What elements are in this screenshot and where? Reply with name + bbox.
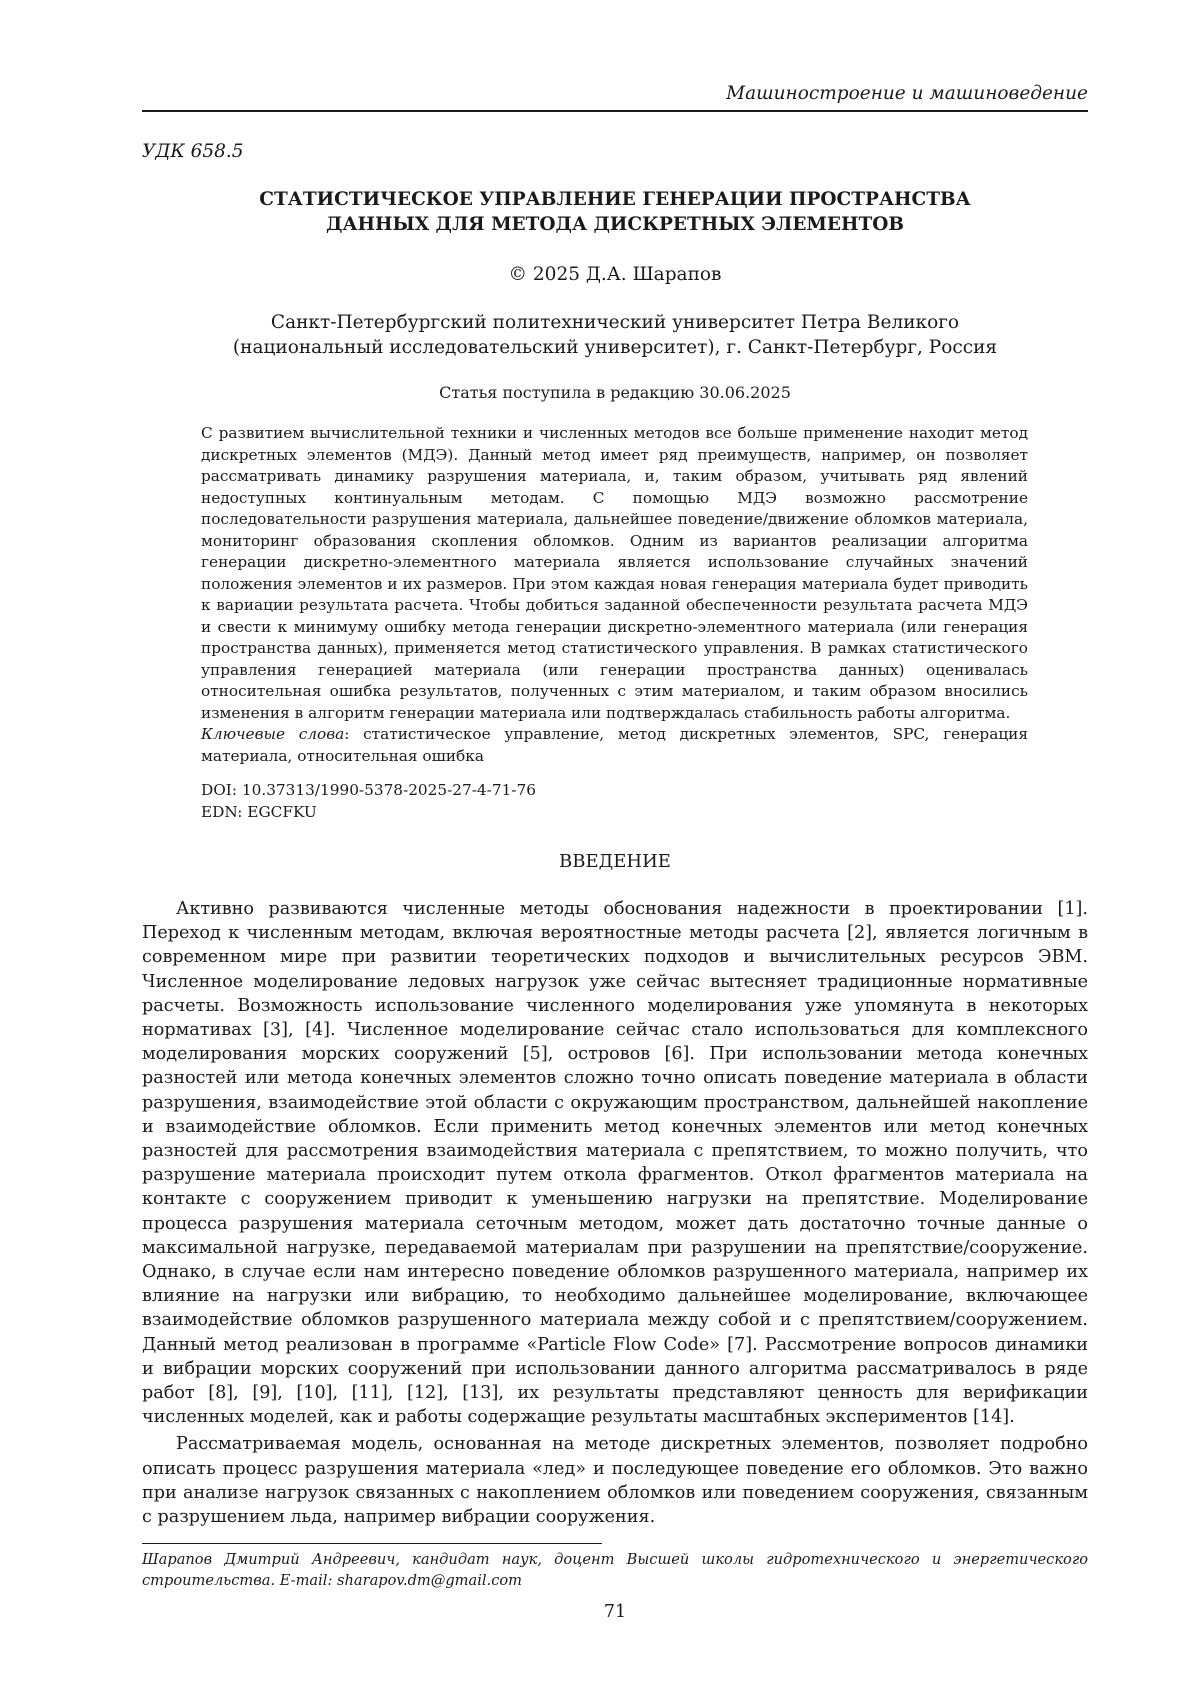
author-copyright: © 2025 Д.А. Шарапов xyxy=(142,262,1088,287)
journal-page xyxy=(0,0,1200,1698)
introduction-body xyxy=(142,897,1088,1532)
keywords-list: : статистическое управление, метод дискретных элементов, SPC, генерация материала, относительная ошибка xyxy=(201,725,1028,765)
author-footnote: Шарапов Дмитрий Андреевич, кандидат наук, доцент Высшей школы гидротехнического и энергетического строительства. E-mail: sharapov.dm@gmail.com xyxy=(142,1549,1088,1591)
body-paragraph: Рассматриваемая модель, основанная на методе дискретных элементов, позволяет подробно описать процесс разрушения материала «лед» и последующее поведение его обломков. Это важно при анализе нагрузок связанных с накоплением обломков или поведением сооружения, связанным с разрушением льда, например вибрации сооружения. xyxy=(142,1432,1088,1529)
body-paragraph: Активно развиваются численные методы обоснования надежности в проектировании [1]. Переход к численным методам, включая вероятностные методы расчета [2], является логичным в современном мире при развитии теоретических подходов и вычислительных ресурсов ЭВМ. Численное моделирование ледовых нагрузок уже сейчас вытесняет традиционные нормативные расчеты. Возможность использование численного моделирования уже упомянута в некоторых нормативах [3], [4]. Численное моделирование сейчас стало использоваться для комплексного моделирования морских сооружений [5], островов [6]. При использовании метода конечных разностей или метода конечных элементов сложно точно описать поведение материала в области разрушения, взаимодействие этой области с окружающим пространством, дальнейшей накопление и взаимодействие обломков. Если применить метод конечных элементов или метод конечных разностей для рассмотрения взаимодействия материала с препятствием, то можно получить, что разрушение материала происходит путем откола фрагментов. Откол фрагментов материала на контакте с сооружением приводит к уменьшению нагрузки на препятствие. Моделирование процесса разрушения материала сеточным методом, может дать достаточно точные данные о максимальной нагрузке, передаваемой материалам при разрушении на препятствие/сооружение. Однако, в случае если нам интересно поведение обломков разрушенного материала, например их влияние на нагрузки или вибрацию, то необходимо дальнейшее моделирование, включающее взаимодействие обломков разрушенного материала между собой и с препятствием/сооружением. Данный метод реализован в программе «Particle Flow Code» [7]. Рассмотрение вопросов динамики и вибрации морских сооружений при использовании данного алгоритма рассматривалось в ряде работ [8], [9], [10], [11], [12], [13], их результаты представляют ценность для верификации численных моделей, как и работы содержащие результаты масштабных экспериментов [14]. xyxy=(142,897,1088,1429)
abstract-text: С развитием вычислительной техники и численных методов все больше применение находит метод дискретных элементов (МДЭ). Данный метод имеет ряд преимуществ, например, он позволяет рассматривать динамику разрушения материала, и, таким образом, учитывать ряд явлений недоступных континуальным методам. С помощью МДЭ возможно рассмотрение последовательности разрушения материала, дальнейшее поведение/движение обломков материала, мониторинг образования скопления обломков. Одним из вариантов реализации алгоритма генерации дискретно-элементного материала является использование случайных значений положения элементов и их размеров. При этом каждая новая генерация материала будет приводить к вариации результата расчета. Чтобы добиться заданной обеспеченности результата расчета МДЭ и свести к минимуму ошибку метода генерации дискретно-элементного материала (или генерация пространства данных), применяется метод статистического управления. В рамках статистического управления генерацией материала (или генерации пространства данных) оценивалась относительная ошибка результатов, полученных с этим материалом, и таким образом вносились изменения в алгоритм генерации материала или подтверждалась стабильность работы алгоритма. xyxy=(201,423,1028,724)
header-rule xyxy=(142,110,1088,112)
keywords xyxy=(201,724,1028,767)
affiliation-line: (национальный исследовательский университет), г. Санкт-Петербург, Россия xyxy=(142,335,1088,360)
article-title-line: СТАТИСТИЧЕСКОЕ УПРАВЛЕНИЕ ГЕНЕРАЦИИ ПРОСТРАНСТВА xyxy=(142,187,1088,212)
running-title: Машиностроение и машиноведение xyxy=(142,82,1088,106)
article-identifiers xyxy=(201,780,536,823)
page-number: 71 xyxy=(142,1600,1088,1624)
abstract xyxy=(201,423,1028,767)
affiliation-line: Санкт-Петербургский политехнический университет Петра Великого xyxy=(142,310,1088,335)
edn: EDN: EGCFKU xyxy=(201,802,536,824)
received-date: Статья поступила в редакцию 30.06.2025 xyxy=(142,382,1088,404)
doi: DOI: 10.37313/1990-5378-2025-27-4-71-76 xyxy=(201,780,536,802)
article-title-line: ДАННЫХ ДЛЯ МЕТОДА ДИСКРЕТНЫХ ЭЛЕМЕНТОВ xyxy=(142,212,1088,237)
author-affiliation xyxy=(142,310,1088,360)
keywords-label: Ключевые слова xyxy=(201,725,344,743)
article-title xyxy=(142,187,1088,237)
section-heading-introduction: ВВЕДЕНИЕ xyxy=(142,850,1088,874)
footnote-rule xyxy=(142,1543,602,1544)
udc-code: УДК 658.5 xyxy=(142,140,244,164)
